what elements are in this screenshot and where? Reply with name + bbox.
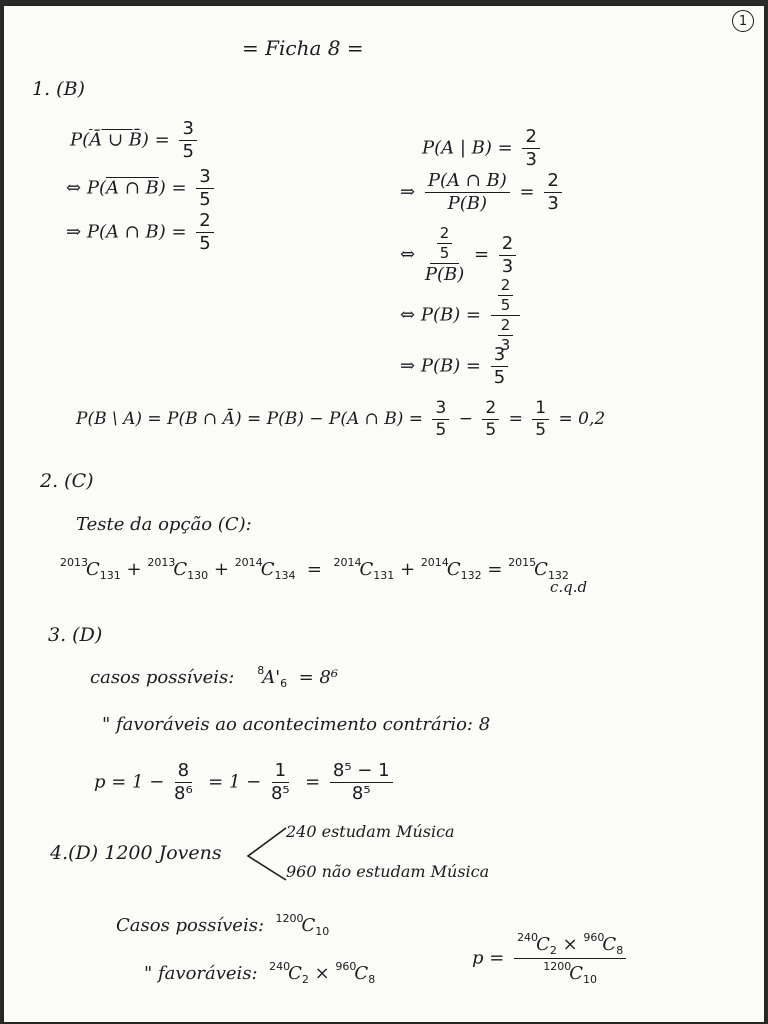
text: = 1 − [208,771,262,793]
subscript: 8 [368,973,376,986]
numerator: 2 [544,172,561,193]
text: p = [472,947,505,969]
numerator: 2 [437,226,453,244]
text: × [314,963,330,984]
subscript: 8 [616,944,624,957]
result: = 0,2 [558,409,606,429]
numerator: 2 [498,278,514,296]
combination-term: $^{240}C_2$ [517,931,557,957]
combination-term: $^{1200}C_{10}$ [543,960,598,986]
arrangement-term [257,664,288,690]
denominator: 5 [199,233,211,254]
numerator: 3 [179,120,196,141]
denominator: 5 [535,420,547,440]
subscript: 2 [549,944,557,957]
combination-term: $^{2013}C_{131}$ [60,556,121,582]
denominator: 5 [500,296,511,314]
numerator: 3 [491,346,508,367]
q3-probability-line [94,762,397,803]
branch-bracket-icon [242,824,292,884]
fraction [330,762,393,803]
q4-casos-line [116,912,329,938]
q1-right-line2 [400,172,566,213]
combination-term: $^{240}C_2$ [269,960,309,986]
text: ) = [141,129,170,151]
q3-casos-line [90,664,338,690]
subscript: 130 [187,569,209,582]
denominator: 3 [525,149,537,170]
denominator: 5 [435,420,447,440]
q1-left-line1 [70,120,201,161]
text: P( [70,129,90,151]
combination-term: $^{960}C_8$ [583,931,624,957]
denominator: 5 [182,141,194,162]
text: ) = [158,177,187,199]
combination-term: $^{2015}C_{132}$ [508,556,569,582]
superscript: 240 [269,960,291,973]
denominator: 5 [199,189,211,210]
numerator: 8 [175,762,192,783]
superscript: 960 [583,931,605,944]
fraction [432,400,449,439]
numerator: 2 [498,318,514,336]
numerator: P(A ∩ B) [425,172,510,193]
q1-right-line5 [400,346,512,387]
text: P(A ∩ B) = [86,221,187,243]
combination-term: $^{1200}C_{10}$ [275,912,330,938]
text: P(B \ A) = P(B ∩ Ā) = P(B) − P(A ∩ B) = [76,409,424,429]
superscript: 1200 [275,912,304,925]
text: = [473,244,490,265]
superscript: 960 [335,960,357,973]
fraction [491,278,521,353]
page-number [732,10,754,32]
superscript: 2014 [234,556,263,569]
inner-fraction [498,278,514,313]
fraction [174,762,193,803]
page-number-text: 1 [738,13,748,29]
fraction [491,346,508,387]
q1-heading: 1. (B) [32,78,85,100]
q2-line1: Teste da opção (C): [76,514,252,535]
denominator: 5 [485,420,497,440]
q4-favor-line [144,960,375,986]
numerator: 2 [482,400,499,420]
text: = [306,559,323,580]
text: " favoráveis: [144,963,258,984]
denominator: 5 [439,244,450,262]
fraction [532,400,549,439]
q3-heading: 3. (D) [48,624,103,646]
denominator: 8⁶ [174,783,193,804]
text: P( [86,177,106,199]
equivalence-arrow: ⇔ [400,244,416,265]
superscript: 2013 [147,556,176,569]
denominator: 3 [501,255,514,277]
text: = [487,559,503,580]
fraction [522,128,539,169]
text: + [213,559,229,580]
subscript: 131 [99,569,121,582]
subscript: 10 [583,973,598,986]
denominator [543,959,597,985]
q2-line2 [60,556,569,582]
subscript: 134 [274,569,296,582]
combination-term: $^{960}C_8$ [335,960,376,986]
subscript: 132 [460,569,482,582]
text: casos possíveis: [90,667,235,688]
text: Casos possíveis: [116,915,265,936]
numerator: 2 [196,212,213,233]
text: A' [262,667,281,688]
superscript: 240 [517,931,539,944]
page-title: = Ficha 8 = [242,36,364,60]
implies-arrow: ⇒ [66,221,82,243]
fraction [514,932,626,985]
notebook-page [4,6,764,1022]
numerator: 3 [432,400,449,420]
inner-fraction [437,226,453,261]
denominator: 3 [500,336,511,354]
text: P(B) = [420,304,482,326]
denominator: P(B) [424,264,465,285]
q1-final-line [76,400,605,439]
numerator: 2 [522,128,539,149]
text: = [519,181,535,203]
text: p = 1 − [94,771,165,793]
q1-right-line4 [400,278,524,353]
fraction [425,172,510,213]
subscript: 2 [301,973,309,986]
fraction [499,232,516,277]
numerator: 8⁵ − 1 [330,762,393,783]
subscript: 131 [373,569,395,582]
q3-favor-line: " favoráveis ao acontecimento contrário: 8 [102,714,491,735]
superscript: 2013 [60,556,88,569]
qed-mark: c.q.d [550,578,588,596]
q1-right-line1 [422,128,544,169]
q4-probability [472,932,630,985]
fraction [196,168,213,209]
fraction [425,226,464,284]
superscript: 2014 [333,556,362,569]
text: − [458,409,473,429]
numerator [514,932,626,959]
superscript: 2015 [508,556,537,569]
complement-intersection: A ∩ B [105,177,159,199]
denominator: 5 [493,367,506,388]
numerator: 3 [196,168,213,189]
text: + [399,559,416,580]
superscript: 1200 [543,960,572,973]
implies-arrow: ⇒ [400,355,416,377]
superscript: 2014 [420,556,449,569]
implies-arrow: ⇒ [400,181,416,203]
q1-left-line2 [66,168,218,209]
fraction [271,762,290,803]
text: P(B) = [420,355,482,377]
combination-term: $^{2014}C_{134}$ [234,556,296,582]
subscript: 6 [280,677,288,690]
q1-left-line3 [66,212,218,253]
text: + [126,559,142,580]
denominator: P(B) [447,193,487,214]
fraction [544,172,561,213]
denominator: 8⁵ [270,783,290,804]
subscript: 132 [547,569,569,582]
equivalence-arrow: ⇔ [400,304,416,326]
combination-term: $^{2014}C_{132}$ [420,556,482,582]
equivalence-arrow: ⇔ [66,177,82,199]
text: = [305,771,321,793]
numerator: 1 [532,400,549,420]
complement-union: Ā ∪ B̄ [89,129,142,151]
text: × [562,934,578,955]
fraction [179,120,196,161]
text: = 8⁶ [298,667,339,688]
combination-term: $^{2014}C_{131}$ [333,556,395,582]
q2-heading: 2. (C) [40,470,94,492]
q4-branch-top: 240 estudam Música [286,822,455,841]
combination-term: $^{2013}C_{130}$ [147,556,209,582]
denominator: 8⁵ [351,783,371,804]
numerator: 2 [499,235,516,256]
text: P(A | B) = [422,137,513,159]
q4-branch-bottom: 960 não estudam Música [286,862,490,881]
q4-heading: 4.(D) 1200 Jovens [50,842,222,864]
superscript: 8 [257,664,265,677]
fraction [196,212,213,253]
subscript: 10 [315,925,330,938]
text: = [508,409,523,429]
denominator: 3 [547,193,559,214]
fraction [482,400,499,439]
numerator: 1 [272,762,289,783]
